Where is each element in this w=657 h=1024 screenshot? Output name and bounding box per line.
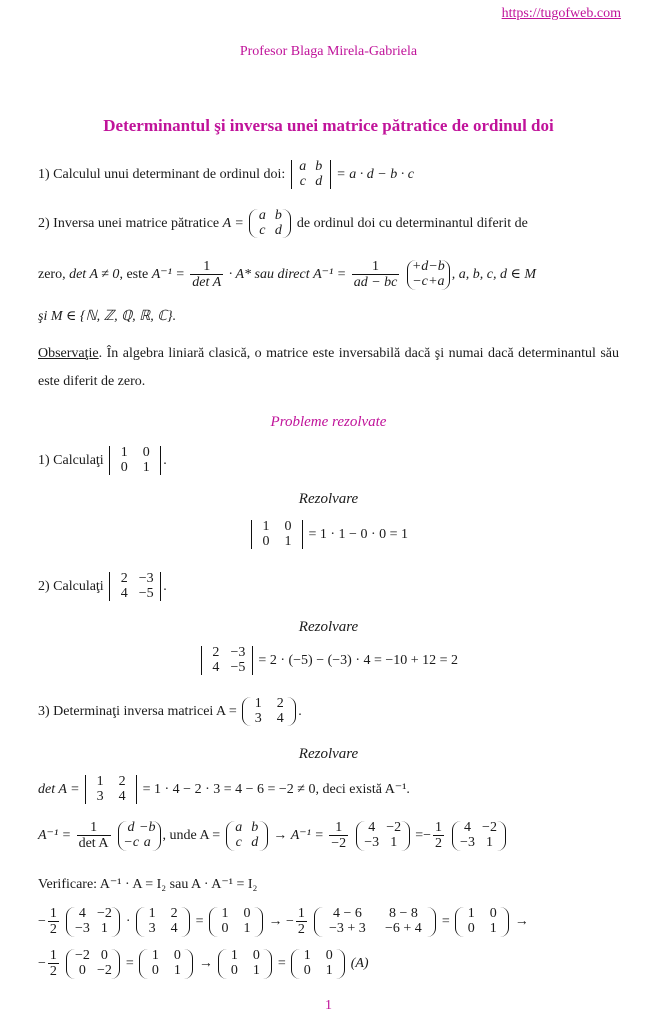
p1-text: 1) Calculaţi [38, 452, 104, 468]
probleme-heading: Probleme rezolvate [270, 414, 387, 430]
p3-rezolvare: Rezolvare [298, 746, 359, 762]
matrix-adj: +d−b −c+a [407, 260, 450, 289]
section-1-determinant [38, 160, 414, 189]
s2-line3: şi M ∈ {ℕ, ℤ, ℚ, ℝ, ℂ}. [38, 309, 177, 324]
det-abcd: a b c d [291, 160, 331, 189]
problem-3: 3) Determinaţi inversa matricei A = 1 2 3 4 . [38, 696, 302, 726]
p3-det: det A = 1 2 3 4 = 1 · 4 − 2 · 3 = 4 − 6 = −2 ≠ 0, deci există A⁻¹. [38, 774, 410, 804]
author-name: Profesor Blaga Mirela-Gabriela [239, 44, 418, 59]
s2-text2: de ordinul doi cu determinantul diferit de [296, 215, 528, 231]
problem-1: 1) Calculaţi 1 0 0 1 . [38, 445, 167, 475]
s1-formula: = a · d − b · c [336, 166, 414, 182]
p1-result: = 1 · 1 − 0 · 0 = 1 [308, 526, 408, 542]
matrix-abcd: a b c d [249, 209, 291, 238]
s2-zero: zero, [38, 267, 66, 283]
p2-solution: 2 −3 4 −5 = 2 · (−5) − (−3) · 4 = −10 + 12 = 2 [0, 646, 657, 675]
s2-inv2: A⁻¹ = [313, 267, 347, 283]
s2-astar: · A* sau direct [228, 267, 310, 283]
document-title: Determinantul şi inversa unei matrice pătratice de ordinul doi [103, 116, 554, 135]
p2-rezolvare: Rezolvare [298, 619, 359, 635]
p3-verif-line2: − $\frac{1}{2}$ −2 0 0 −2 = 1 0 0 1 → 1 0 0 1 = 1 0 0 1 (A) [38, 948, 369, 980]
problem-2: 2) Calculaţi 2 −3 4 −5 . [38, 571, 167, 601]
p3-verificare: Verificare: A⁻¹ · A = I₂ sau A · A⁻¹ = I₂ [38, 877, 258, 892]
label-a: (A) [350, 956, 369, 972]
s2-inv: A⁻¹ = [151, 267, 185, 283]
s2-este: , este [119, 267, 149, 283]
header-url[interactable]: https://tugofweb.com [501, 6, 621, 21]
obs-label: Observaţie [38, 346, 99, 361]
p1-solution: 1 0 0 1 = 1 · 1 − 0 · 0 = 1 [0, 520, 657, 549]
section-2-line2 [38, 259, 536, 291]
s2-det-cond: det A ≠ 0 [69, 267, 120, 283]
p1-rezolvare: Rezolvare [298, 491, 359, 507]
frac-1-det: $\frac{1}{\text{det A}}$ [192, 259, 222, 291]
p3-text: 3) Determinaţi inversa matricei A = [38, 703, 237, 719]
p3-det-result: = 1 · 4 − 2 · 3 = 4 − 6 = −2 ≠ 0, deci există A⁻¹. [142, 781, 410, 797]
s1-text: 1) Calculul unui determinant de ordinul doi: [38, 166, 286, 182]
page-number: 1 [325, 998, 332, 1013]
observation [38, 340, 619, 396]
p2-text: 2) Calculaţi [38, 578, 104, 594]
obs-text: . În algebra liniară clasică, o matrice este inversabilă dacă şi numai dacă determinantul său este diferit de zero. [38, 346, 619, 389]
frac-1-adbc: $\frac{1}{ad - bc}$ [353, 259, 398, 291]
s2-tail: , a, b, c, d ∈ M [451, 267, 537, 283]
p2-result: = 2 · (−5) − (−3) · 4 = −10 + 12 = 2 [258, 652, 459, 668]
p3-verif-line1: − $\frac{1}{2}$ 4 −2 −3 1 · 1 2 3 4 = 1 0 0 1 → − $\frac{1}{2}$ 4 − 6 8 − 8 −3 + 3 −6 + 4 = 1 0 0 1 → [38, 906, 529, 938]
section-2-line1: 2) Inversa unei matrice pătratice A = a b c d de ordinul doi cu determinantul diferit de [38, 208, 528, 238]
p3-inverse: A⁻¹ = $\frac{1}{\text{det A}}$ d −b −c a , unde A = a b c d → A⁻¹ = $\frac{1}{-2}$ 4 −2 −3 1 =− $\frac{1}{2}$ 4 −2 −3 1 [38, 820, 508, 852]
s2-text1: 2) Inversa unei matrice pătratice [38, 215, 220, 231]
